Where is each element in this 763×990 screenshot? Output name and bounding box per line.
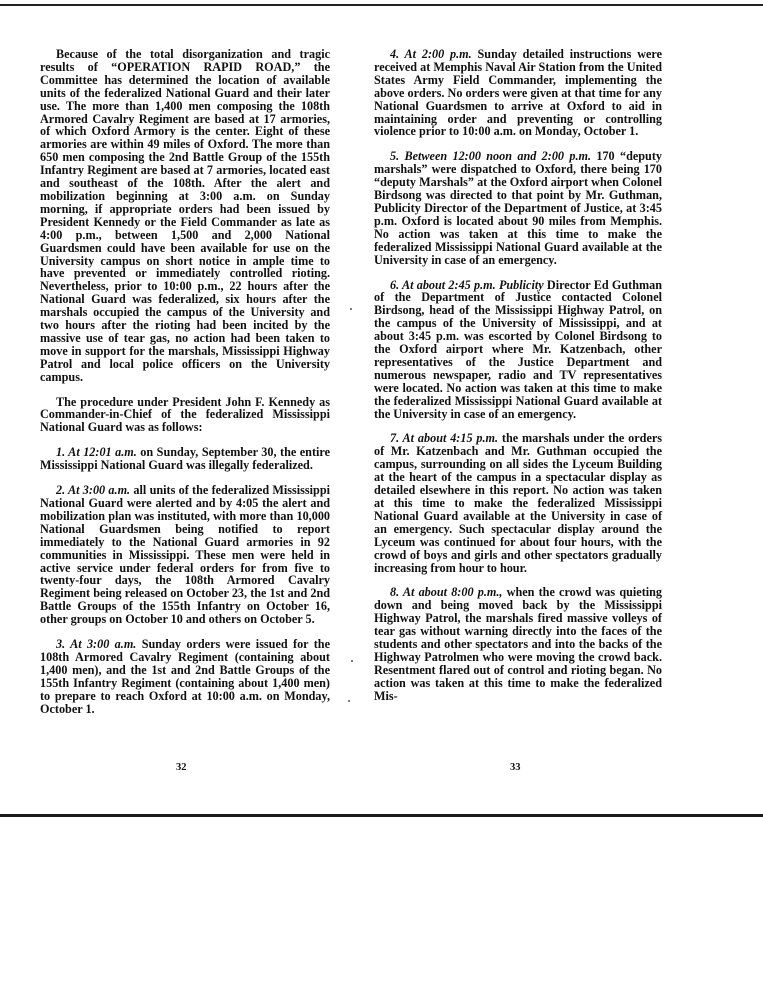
scan-speck: [350, 308, 352, 310]
bottom-rule: [0, 814, 763, 817]
numbered-item: [374, 150, 662, 266]
item-lead: 1. At 12:01 a.m.: [56, 445, 137, 460]
numbered-item: [40, 446, 330, 472]
item-lead: 3. At 3:00 a.m.: [56, 637, 137, 652]
item-text: when the crowd was quieting down and being moved back by the Mississippi Highway Patrol, the marshals fired massive volleys of tear gas without warning directly into the faces of the students and other spectators and into the backs of the Highway Patrolmen who were moving the crowd back. Resentment flared out of control and rioting began. No action was taken at this time to make the federalized Mis-: [374, 585, 663, 703]
item-lead: 2. At 3:00 a.m.: [56, 483, 131, 498]
item-text: the marshals under the orders of Mr. Katzenbach and Mr. Guthman occupied the campus, surrounding on all sides the Lyceum Building at the heart of the campus in a spectacular display as detailed elsewhere in this report. No action was taken at this time to make the federalized Mississippi National Guard available at the University in case of an emergency. Such spectacular display around the Lyceum was continued for about four hours, with the crowd of boys and girls and other spectators gradually increasing from hour to hour.: [374, 431, 663, 575]
item-lead: 4. At 2:00 p.m.: [390, 47, 472, 61]
paragraph: The procedure under President John F. Kennedy as Commander-in-Chief of the federalized Mississippi National Guard was as follows:: [40, 394, 330, 435]
page-number-right: 33: [510, 762, 521, 773]
item-text: Sunday orders were issued for the 108th Armored Cavalry Regiment (containing about 1,400 men), and the 1st and 2nd Battle Groups of the 155th Infantry Regiment (containing about 1,400 men) to prepare to reach Oxford at 10:00 a.m. on Monday, October 1.: [40, 637, 330, 716]
top-rule: [0, 4, 763, 6]
item-text: 170 “deputy marshals” were dispatched to Oxford, there being 170 “deputy Marshals” at the Oxford airport when Colonel Birdsong was directed to that point by Mr. Guthman, Publicity Director of the Department of Justice, at 3:45 p.m. Oxford is located about 90 miles from Memphis. No action was taken at this time to make the federalized Mississippi National Guard available at the University in case of an emergency.: [374, 149, 662, 267]
page-number-left: 32: [176, 762, 187, 773]
numbered-item: [374, 432, 662, 574]
item-lead: 6. At about 2:45 p.m. Publicity: [390, 277, 544, 292]
right-column: [374, 48, 662, 715]
item-text: on Sunday, September 30, the entire Mississippi National Guard was illegally federalized.: [40, 445, 330, 473]
item-text: Sunday detailed instructions were received at Memphis Naval Air Station from the United States Army Field Commander, implementing the above orders. No orders were given at that time for any National Guardsmen to arrive at Oxford to aid in maintaining order and preventing or controlling violence prior to 10:00 a.m. on Monday, October 1.: [374, 47, 663, 139]
scan-speck: [351, 660, 353, 662]
numbered-item: [374, 48, 662, 138]
paragraph: Because of the total disorganization and tragic results of “OPERATION RAPID ROAD,” the Committee has determined the location of available units of the federalized National Guard and their later use. The more than 1,400 men composing the 108th Armored Cavalry Regiment are based at 17 armories, of which Oxford Armory is the center. Eight of these armories are within 49 miles of Oxford. The more than 650 men composing the 2nd Battle Group of the 155th Infantry Regiment are based at 7 armories, located east and southeast of the 108th. After the alert and mobilization beginning at 3:00 a.m. on Sunday morning, if appropriate orders had been issued by President Kennedy or the Field Commander as late as 4:00 p.m., between 1,500 and 2,000 National Guardsmen could have been available for use on the University campus on short notice in ample time to have prevented or immediately controlled rioting. Nevertheless, prior to 10:00 p.m., 22 hours after the National Guard was federalized, six hours after the marshals occupied the campus of the University and two hours after the rioting had been incited by the massive use of tear gas, no action had been taken to move in support for the marshals, Mississippi Highway Patrol and local police officers on the University campus.: [40, 47, 330, 384]
numbered-item: [40, 484, 330, 626]
left-column: [40, 48, 330, 728]
numbered-item: [374, 279, 662, 421]
item-lead: 8. At about 8:00 p.m.,: [390, 585, 503, 600]
item-text: Director Ed Guthman of the Department of Justice contacted Colonel Birdsong, head of the Mississippi Highway Patrol, on the campus of the University of Mississippi, and at about 3:45 p.m. was escorted by Colonel Birdsong to the Oxford airport where Mr. Katzenbach, other representatives of the Justice Department and numerous newspaper, radio and TV representatives were located. No action was taken at this time to make the federalized Mississippi National Guard available at the University in case of an emergency.: [374, 277, 663, 421]
scan-speck: [348, 700, 350, 702]
item-lead: 7. At about 4:15 p.m.: [390, 431, 499, 446]
item-text: all units of the federalized Mississippi National Guard were alerted and by 4:05 the alert and mobilization plan was instituted, with more than 10,000 National Guardsmen being notified to report immediately to the National Guard armories in 92 communities in Mississippi. These men were held in active service under federal orders for from five to twenty-four days, the 108th Armored Cavalry Regiment being released on October 23, the 1st and 2nd Battle Groups of the 155th Infantry on October 16, other groups on October 10 and others on October 5.: [40, 483, 330, 627]
item-lead: 5. Between 12:00 noon and 2:00 p.m.: [390, 149, 592, 164]
numbered-item: [374, 586, 662, 702]
numbered-item: [40, 638, 330, 715]
